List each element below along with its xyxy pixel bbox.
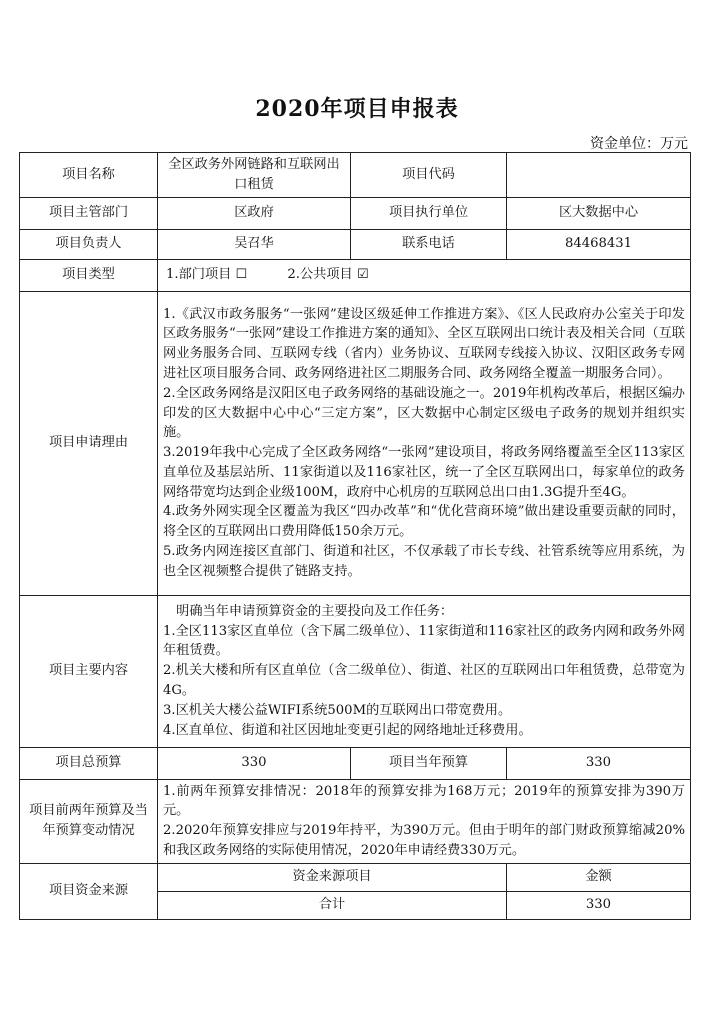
change-paragraph: 1.前两年预算安排情况：2018年的预算安排为168万元；2019年的预算安排为390万元。 — [163, 783, 685, 819]
table-row — [20, 291, 691, 595]
reason-paragraph: 5.政务内网连接区直部门、街道和社区，不仅承载了市长专线、社管系统等应用系统，为也全区视频整合提供了链路支持。 — [163, 544, 685, 579]
table-row — [20, 595, 691, 747]
table-row — [20, 259, 691, 291]
value-project-code — [507, 153, 691, 198]
reason-paragraph: 1.《武汉市政务服务“一张网”建设区级延伸工作推进方案》、《区人民政府办公室关于印发区政务服务“一张网”建设工作推进方案的通知》、全区互联网出口统计表及相关合同（互联网业务服务合同、互联网专线（省内）业务协议、互联网专线接入协议、汉阳区政务专网进社区项目服务合同、政务网络进社区二期服务合同、政务网络全覆盖一期服务合同）。 — [163, 306, 685, 381]
budget-change-text — [158, 779, 691, 863]
application-table — [19, 152, 691, 920]
value-phone: 84468431 — [507, 229, 691, 259]
label-reason: 项目申请理由 — [20, 291, 158, 595]
reason-text — [158, 291, 691, 595]
project-type-options — [158, 259, 691, 291]
content-paragraph: 2.机关大楼和所有区直单位（含二级单位）、街道、社区的互联网出口年租赁费，总带宽为4G。 — [163, 663, 685, 698]
table-row — [20, 229, 691, 259]
fund-source-header-amount: 金额 — [507, 863, 691, 891]
label-total-budget: 项目总预算 — [20, 747, 158, 779]
label-dept: 项目主管部门 — [20, 197, 158, 229]
reason-paragraph: 3.2019年我中心完成了全区政务网络“一张网”建设项目，将政务网络覆盖至全区113家区直单位及基层站所、11家街道以及116家社区，统一了全区互联网出口，每家单位的政务网络带宽均达到企业级100M，政府中心机房的互联网总出口由1.3G提升至4G。 — [163, 445, 685, 500]
label-owner: 项目负责人 — [20, 229, 158, 259]
table-row — [20, 779, 691, 863]
label-exec-unit: 项目执行单位 — [351, 197, 507, 229]
currency-unit: 资金单位：万元 — [590, 136, 688, 152]
page-title: 2020年项目申报表 — [255, 96, 459, 122]
fund-source-total-amount: 330 — [507, 891, 691, 919]
content-text — [158, 595, 691, 747]
value-exec-unit: 区大数据中心 — [507, 197, 691, 229]
content-paragraph: 1.全区113家区直单位（含下属二级单位）、11家街道和116家社区的政务内网和政务外网年租赁费。 — [163, 623, 685, 659]
fund-source-header-item: 资金来源项目 — [158, 863, 507, 891]
reason-paragraph: 2.全区政务网络是汉阳区电子政务网络的基础设施之一。2019年机构改革后，根据区编办印发的区大数据中心中心“三定方案”，区大数据中心制定区级电子政务的规划并组织实施。 — [163, 385, 685, 441]
content-paragraph: 4.区直单位、街道和社区因地址变更引起的网络地址迁移费用。 — [163, 722, 532, 738]
label-fund-source: 项目资金来源 — [20, 863, 158, 919]
option-public-project — [287, 265, 368, 285]
value-year-budget: 330 — [507, 747, 691, 779]
content-paragraph: 3.区机关大楼公益WIFI系统500M的互联网出口带宽费用。 — [163, 702, 512, 718]
label-year-budget: 项目当年预算 — [351, 747, 507, 779]
content-paragraph: 明确当年申请预算资金的主要投向及工作任务： — [163, 603, 454, 619]
change-paragraph: 2.2020年预算安排应与2019年持平，为390万元。但由于明年的部门财政预算缩减20%和我区政务网络的实际使用情况，2020年申请经费330万元。 — [163, 823, 685, 858]
label-phone: 联系电话 — [351, 229, 507, 259]
option-dept-label: 1.部门项目 — [166, 267, 232, 283]
option-public-label: 2.公共项目 — [287, 267, 353, 283]
value-owner: 吴召华 — [158, 229, 351, 259]
label-project-name: 项目名称 — [20, 153, 158, 198]
label-content: 项目主要内容 — [20, 595, 158, 747]
table-row — [20, 197, 691, 229]
label-budget-change: 项目前两年预算及当年预算变动情况 — [20, 779, 158, 863]
table-row — [20, 863, 691, 891]
reason-paragraph: 4.政务外网实现全区覆盖为我区“四办改革”和“优化营商环境”做出建设重要贡献的同时，将全区的互联网出口费用降低150余万元。 — [163, 504, 685, 540]
table-row — [20, 747, 691, 779]
option-dept-project — [166, 265, 247, 285]
value-project-name: 全区政务外网链路和互联网出口租赁 — [158, 153, 351, 198]
label-project-type: 项目类型 — [20, 259, 158, 291]
checked-box-icon: ☑ — [356, 267, 369, 283]
value-total-budget: 330 — [158, 747, 351, 779]
value-dept: 区政府 — [158, 197, 351, 229]
unchecked-box-icon: ☐ — [235, 267, 248, 283]
label-project-code: 项目代码 — [351, 153, 507, 198]
table-row — [20, 153, 691, 198]
fund-source-total-label: 合计 — [158, 891, 507, 919]
